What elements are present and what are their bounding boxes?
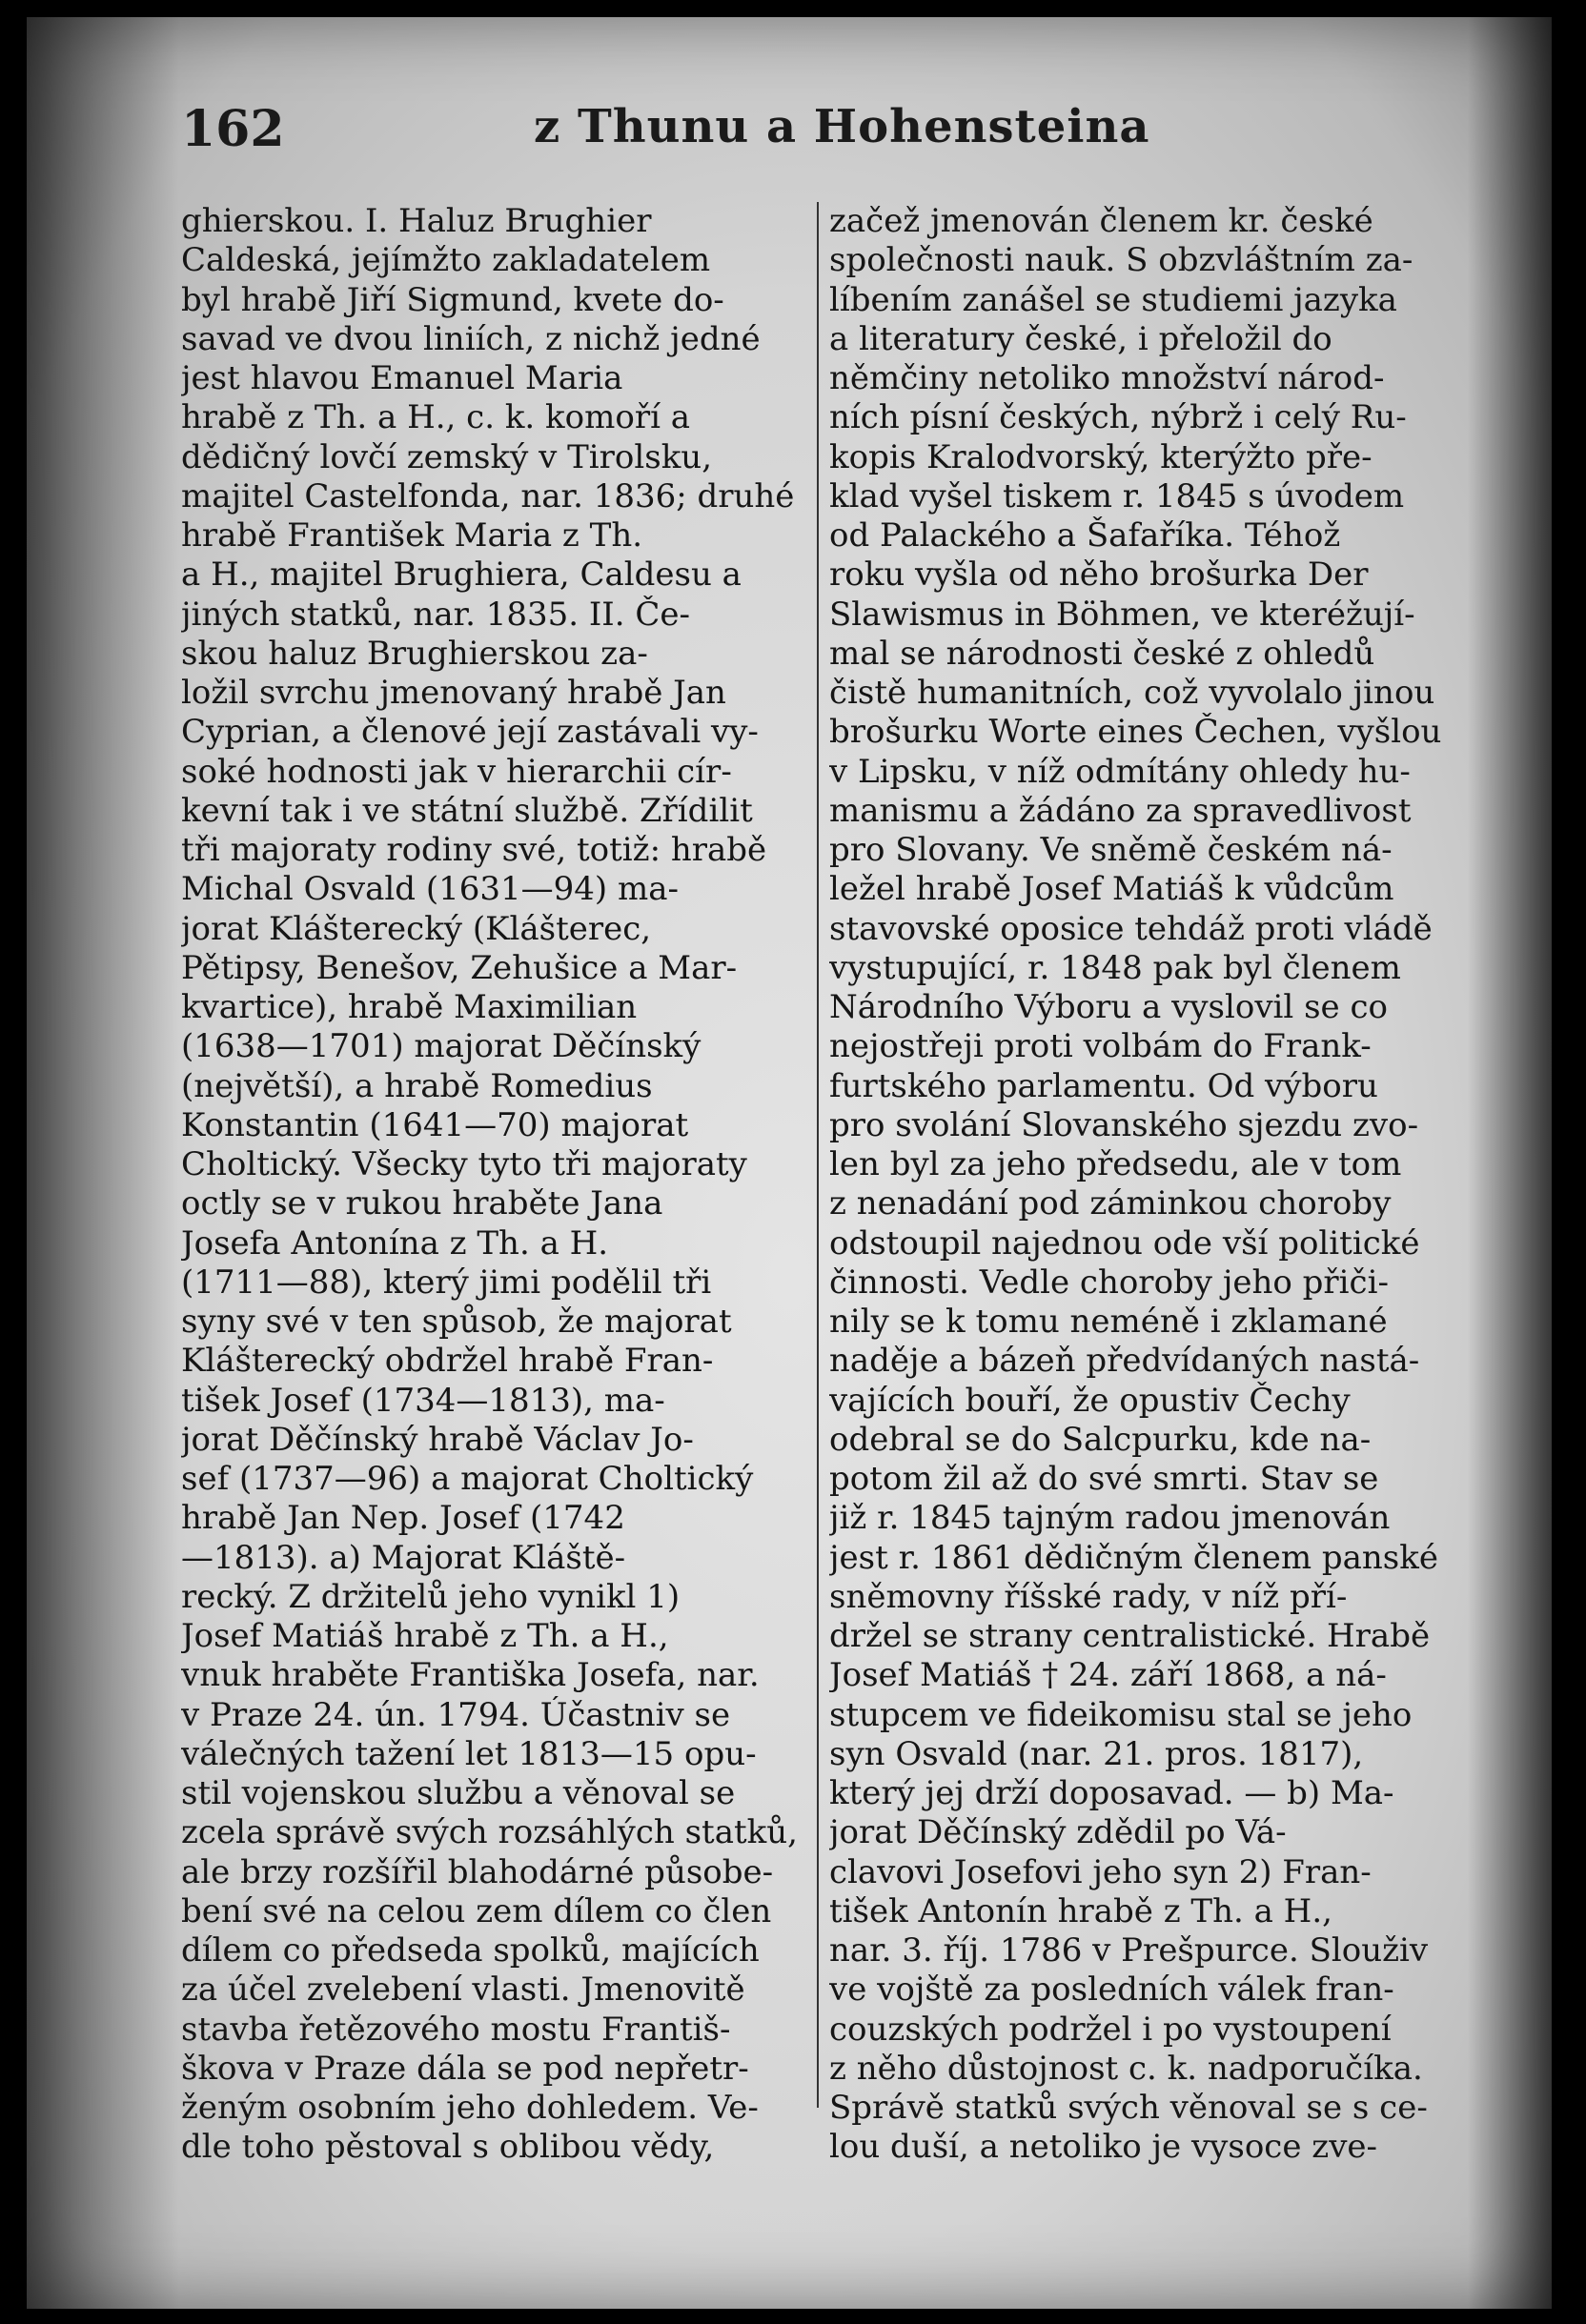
column-divider	[817, 202, 819, 2108]
text-line: stavovské oposice tehdáž proti vládě	[829, 909, 1433, 948]
text-line: klad vyšel tiskem r. 1845 s úvodem	[829, 476, 1405, 515]
text-line: válečných tažení let 1813—15 opu-	[181, 1734, 757, 1773]
text-line: kvartice), hrabě Maximilian	[181, 988, 638, 1026]
text-line: dílem co předseda spolků, majících	[181, 1931, 760, 1970]
text-line: stil vojenskou službu a věnoval se	[181, 1774, 736, 1812]
text-line: činnosti. Vedle choroby jeho přiči-	[829, 1263, 1389, 1302]
text-line: ale brzy rozšířil blahodárné působe-	[181, 1852, 774, 1891]
text-line: za účel zvelebení vlasti. Jmenovitě	[181, 1970, 745, 2010]
text-line: roku vyšla od něho brošurka Der	[829, 556, 1369, 595]
text-line: Pětipsy, Benešov, Zehušice a Mar-	[181, 948, 738, 987]
text-line: škova v Praze dála se pod nepřetr-	[181, 2049, 749, 2088]
text-line: soké hodnosti jak v hierarchii cír-	[181, 752, 732, 791]
text-line: ženým osobním jeho dohledem. Ve-	[181, 2089, 759, 2127]
text-line: stupcem ve fideikomisu stal se jeho	[829, 1695, 1413, 1734]
text-line: společnosti nauk. S obzvláštním za-	[829, 241, 1413, 280]
text-line: dědičný lovčí zemský v Tirolsku,	[181, 437, 713, 476]
text-line: Josefa Antonína z Th. a H.	[181, 1223, 609, 1263]
text-line: začež jmenován členem kr. české	[829, 202, 1373, 240]
text-line: majitel Castelfonda, nar. 1836; druhé	[181, 476, 795, 515]
text-line: držel se strany centralistické. Hrabě	[829, 1617, 1431, 1655]
text-line: Slawismus in Böhmen, ve kteréžují-	[829, 595, 1415, 634]
text-line: nejostřeji proti volbám do Frank-	[829, 1027, 1372, 1066]
text-line: nar. 3. říj. 1786 v Prešpurce. Slouživ	[829, 1931, 1429, 1970]
page-shadow-right	[1468, 17, 1552, 2309]
text-line: syn Osvald (nar. 21. pros. 1817),	[829, 1734, 1364, 1773]
text-line: čistě humanitních, což vyvolalo jinou	[829, 674, 1435, 712]
text-line: nily se k tomu neméně i zklamané	[829, 1303, 1388, 1341]
text-line: naděje a bázeň předvídaných nastá-	[829, 1342, 1420, 1381]
text-line: tři majoraty rodiny své, totiž: hrabě	[181, 831, 767, 869]
text-line: (1638—1701) majorat Děčínský	[181, 1027, 702, 1066]
text-line: Konstantin (1641—70) majorat	[181, 1105, 689, 1144]
text-line: bení své na celou zem dílem co člen	[181, 1891, 772, 1930]
text-line: —1813). a) Majorat Kláště-	[181, 1538, 626, 1577]
text-line: a H., majitel Brughiera, Caldesu a	[181, 556, 742, 595]
text-line: kevní tak i ve státní službě. Zřídilit	[181, 791, 753, 830]
text-line: z nenadání pod záminkou choroby	[829, 1184, 1392, 1223]
text-line: vystupující, r. 1848 pak byl členem	[829, 948, 1401, 987]
text-line: vnuk hraběte Františka Josefa, nar.	[181, 1656, 760, 1695]
text-line: len byl za jeho předsedu, ale v tom	[829, 1145, 1402, 1183]
text-line: Klášterecký obdržel hrabě Fran-	[181, 1342, 714, 1381]
text-line: Caldeská, jejímžto zakladatelem	[181, 241, 711, 280]
text-line: clavovi Josefovi jeho syn 2) Fran-	[829, 1852, 1372, 1891]
page-number: 162	[181, 100, 285, 158]
text-line: potom žil až do své smrti. Stav se	[829, 1460, 1379, 1498]
text-line: sef (1737—96) a majorat Choltický	[181, 1460, 754, 1498]
text-line: recký. Z držitelů jeho vynikl 1)	[181, 1577, 681, 1616]
text-line: od Palackého a Šafaříka. Téhož	[829, 516, 1341, 555]
text-line: z něho důstojnost c. k. nadporučíka.	[829, 2049, 1423, 2088]
text-line: furtského parlamentu. Od výboru	[829, 1066, 1378, 1105]
text-line: již r. 1845 tajným radou jmenován	[829, 1499, 1391, 1538]
text-line: a literatury české, i přeložil do	[829, 319, 1332, 358]
text-line: jorat Děčínský hrabě Václav Jo-	[181, 1420, 694, 1459]
text-line: (největší), a hrabě Romedius	[181, 1066, 653, 1105]
text-line: (1711—88), který jimi podělil tři	[181, 1263, 712, 1302]
text-line: Národního Výboru a vyslovil se co	[829, 988, 1388, 1026]
text-line: ních písní českých, nýbrž i celý Ru-	[829, 398, 1407, 437]
text-line: sněmovny říšské rady, v níž pří-	[829, 1577, 1348, 1616]
text-line: ve vojště za posledních válek fran-	[829, 1970, 1394, 2010]
text-line: couzských podržel i po vystoupení	[829, 2010, 1392, 2049]
text-line: hrabě Jan Nep. Josef (1742	[181, 1499, 625, 1538]
left-column	[181, 202, 810, 2168]
text-line: tišek Josef (1734—1813), ma-	[181, 1381, 665, 1420]
text-line: němčiny netoliko množství národ-	[829, 359, 1385, 397]
page-shadow-left	[27, 17, 179, 2309]
text-line: pro svolání Slovanského sjezdu zvo-	[829, 1105, 1419, 1144]
text-line: vajících bouří, že opustiv Čechy	[829, 1381, 1351, 1420]
text-line: jiných statků, nar. 1835. II. Če-	[181, 595, 690, 634]
text-line: byl hrabě Jiří Sigmund, kvete do-	[181, 280, 724, 319]
text-line: ghierskou. I. Haluz Brughier	[181, 202, 652, 240]
text-line: Michal Osvald (1631—94) ma-	[181, 870, 679, 909]
text-line: brošurku Worte eines Čechen, vyšlou	[829, 713, 1442, 752]
text-line: ležel hrabě Josef Matiáš k vůdcům	[829, 870, 1394, 909]
page-header	[181, 100, 1468, 167]
text-line: hrabě František Maria z Th.	[181, 516, 643, 555]
text-line: v Praze 24. ún. 1794. Účastniv se	[181, 1695, 731, 1734]
text-line: jorat Klášterecký (Klášterec,	[181, 909, 652, 948]
running-head: z Thunu a Hohensteina	[534, 100, 1150, 153]
text-line: Správě statků svých věnoval se s ce-	[829, 2089, 1428, 2127]
text-line: stavba řetězového mostu Františ-	[181, 2010, 731, 2049]
text-line: savad ve dvou liniích, z nichž jedné	[181, 319, 761, 358]
text-line: Choltický. Všecky tyto tři majoraty	[181, 1145, 747, 1183]
text-line: syny své v ten spůsob, že majorat	[181, 1303, 732, 1341]
text-line: v Lipsku, v níž odmítány ohledy hu-	[829, 752, 1411, 791]
text-line: jest hlavou Emanuel Maria	[181, 359, 623, 397]
text-line: lou duší, a netoliko je vysoce zve-	[829, 2128, 1378, 2167]
text-line: líbením zanášel se studiemi jazyka	[829, 280, 1397, 319]
right-column	[829, 202, 1458, 2168]
text-line: který jej drží doposavad. — b) Ma-	[829, 1774, 1394, 1812]
text-line: odstoupil najednou ode vší politické	[829, 1223, 1420, 1263]
text-line: jest r. 1861 dědičným členem panské	[829, 1538, 1438, 1577]
text-line: dle toho pěstoval s oblibou vědy,	[181, 2128, 715, 2167]
text-line: octly se v rukou hraběte Jana	[181, 1184, 663, 1223]
text-line: tišek Antonín hrabě z Th. a H.,	[829, 1891, 1332, 1930]
text-line: zcela správě svých rozsáhlých statků,	[181, 1813, 798, 1852]
text-line: hrabě z Th. a H., c. k. komoří a	[181, 398, 691, 437]
text-line: pro Slovany. Ve sněmě českém ná-	[829, 831, 1393, 869]
text-line: odebral se do Salcpurku, kde na-	[829, 1420, 1372, 1459]
text-line: jorat Děčínský zdědil po Vá-	[829, 1813, 1287, 1852]
text-line: manismu a žádáno za spravedlivost	[829, 791, 1412, 830]
text-line: kopis Kralodvorský, kterýžto pře-	[829, 437, 1372, 476]
text-line: Cyprian, a členové její zastávali vy-	[181, 713, 759, 752]
text-line: mal se národnosti české z ohledů	[829, 634, 1375, 673]
text-line: Josef Matiáš † 24. září 1868, a ná-	[829, 1656, 1387, 1695]
text-line: Josef Matiáš hrabě z Th. a H.,	[181, 1617, 669, 1655]
text-line: ložil svrchu jmenovaný hrabě Jan	[181, 674, 726, 712]
text-line: skou haluz Brughierskou za-	[181, 634, 648, 673]
